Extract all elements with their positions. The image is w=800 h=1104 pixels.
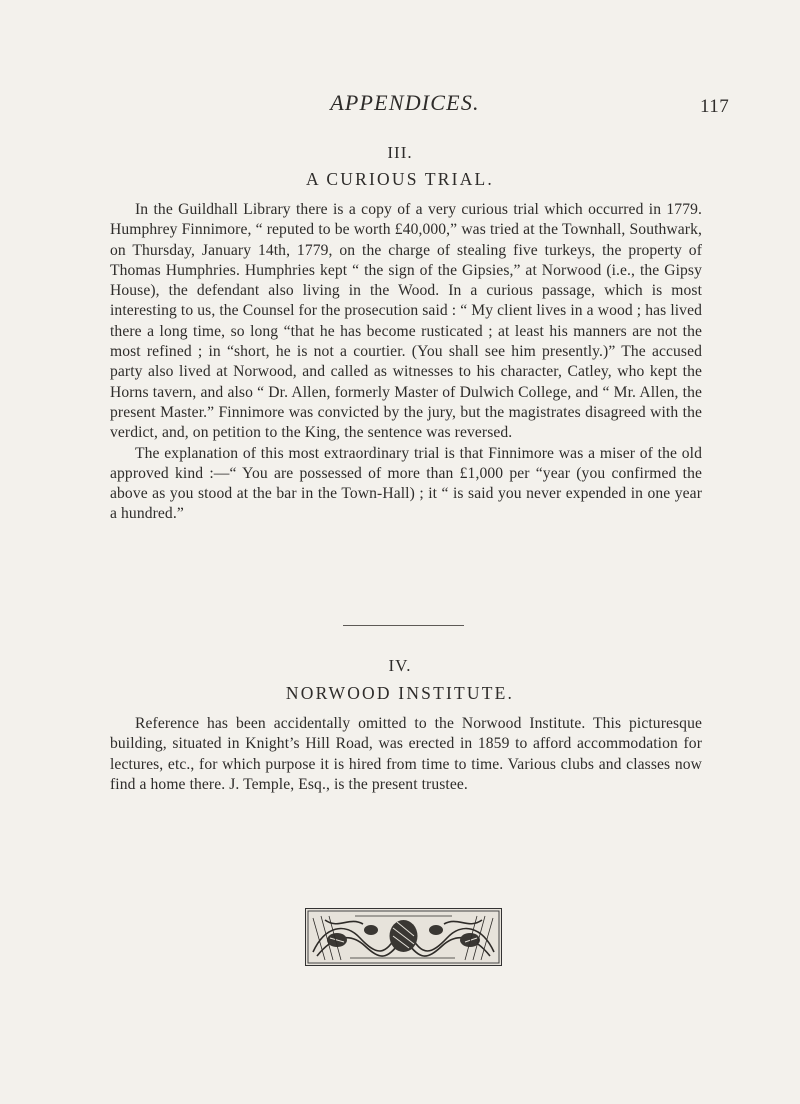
section-divider	[343, 625, 464, 626]
section-title: NORWOOD INSTITUTE.	[285, 683, 515, 703]
paragraph: Reference has been accidentally omitted to the Norwood Institute. This picturesque building, situated in Knight’s Hill Road, was erected in 1859 to afford accommodation for lectures, etc., for which purpose it is hired from time to time. Various clubs and classes now find a home there. J. Temple, Esq., is the present trustee.	[110, 715, 702, 793]
section-body	[110, 200, 702, 525]
section-body	[110, 714, 702, 795]
section-title: A CURIOUS TRIAL.	[305, 169, 495, 189]
section-number: IV.	[388, 656, 412, 675]
page-number: 117	[700, 96, 730, 117]
paragraph: The explanation of this most extraordinary trial is that Finnimore was a miser of the old approved kind :—“ You are possessed of more than £1,000 per “year (you confirmed the above as you stood at the bar in the Town-Hall) ; it “ is said you never expended in one year a hundred.”	[110, 444, 702, 523]
running-title: APPENDICES.	[330, 90, 480, 115]
paragraph: In the Guildhall Library there is a copy of a very curious trial which occurred in 1779. Humphrey Finnimore, “ reputed to be worth £40,000,” was tried at the Townhall, Southwark, on Thursday, January 14th, 1779, on the charge of stealing five turkeys, the property of Thomas Humphries. Humphries kept “ the sign of the Gipsies,” at Norwood (i.e., the Gipsy House), the defendant also living in the Wood. In a curious passage, which is most interesting to us, the Counsel for the prosecution said : “ My client lives in a wood ; has lived there a long time, so long “that he has become rusticated ; at least his manners are not the most refined ; in “short, he is not a courtier. (You shall see him presently.)” The accused party also lived at Norwood, and called as witnesses to his character, Catley, who kept the Horns tavern, and also “ Dr. Allen, formerly Master of Dulwich College, and “ Mr. Allen, the present Master.” Finnimore was convicted by the jury, but the magistrates disagreed with the verdict, and, on petition to the King, the sentence was reversed.	[110, 201, 702, 442]
running-head	[0, 90, 800, 130]
engraved-tailpiece-ornament-icon	[305, 908, 502, 966]
section-number: III.	[387, 143, 413, 162]
